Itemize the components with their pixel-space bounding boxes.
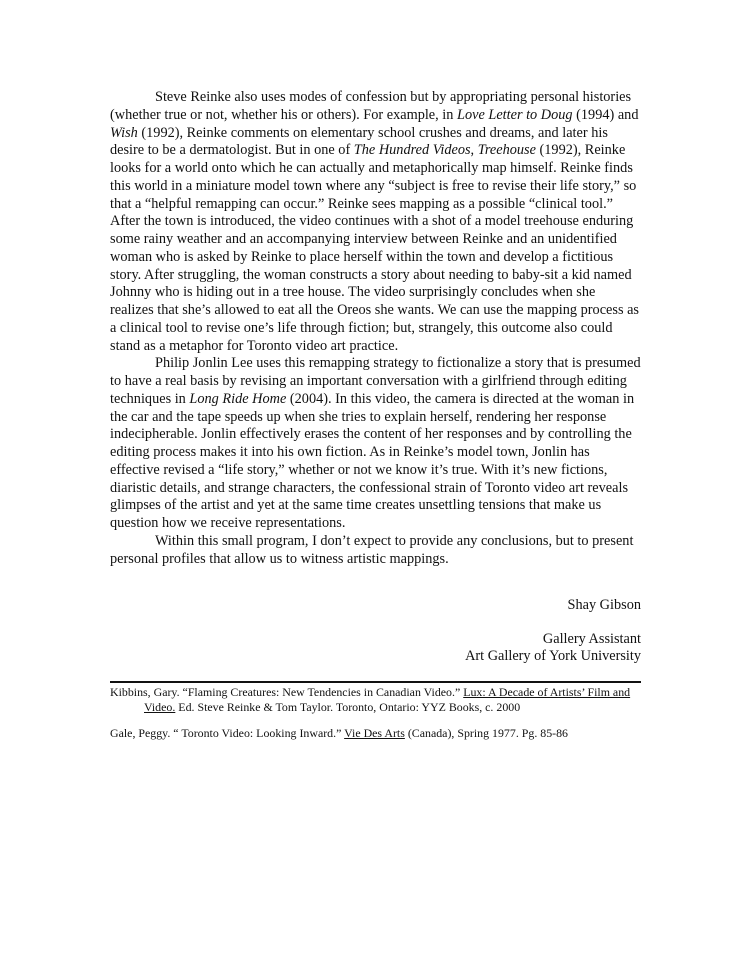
text-run: (1992), Reinke looks for a world onto which he can actually and metaphorically map himself. Reinke finds this world in a miniature model town where any “subject is free to revise their life story,” so that a “helpful remapping can occur.” Reinke sees mapping as a possible “clinical tool.” After the town is introduced, the video continues with a shot of a model treehouse enduring some rainy weather and an accompanying interview between Reinke and an unidentified woman who is asked by Reinke to place herself within the town and develop a fictitious story. After struggling, the woman constructs a story about needing to baby-sit a kid named Johnny who is hiding out in a tree house. The video surprisingly concludes when she realizes that she’s allowed to eat all the Oreos she wants. We can use the mapping process as a clinical tool to revise one’s life through fiction; but, strangely, this outcome also could stand as a metaphor for Toronto video art practice. (110, 142, 639, 354)
reference-item (110, 726, 641, 741)
reference-item (110, 685, 641, 714)
text-run: Steve Reinke also uses modes of confession but by appropriating personal histories (whether true or not, whether his or others). For example, in (110, 89, 632, 123)
author-organization: Art Gallery of York University (465, 648, 641, 664)
video-title: Treehouse (477, 142, 536, 159)
video-title: Long Ride Home (189, 390, 287, 407)
reference-title: Lux: A Decade of Artists’ Film and Video. (144, 685, 631, 714)
essay-body (110, 89, 642, 568)
reference-text: Kibbins, Gary. “Flaming Creatures: New Tendencies in Canadian Video.” (110, 685, 464, 699)
text-run: (1992), Reinke comments on elementary school crushes and dreams, and later his desire to be a dermatologist. But in one of (110, 124, 608, 159)
references-divider (110, 681, 641, 683)
paragraph-reinke (110, 89, 642, 355)
reference-title: Vie Des Arts (344, 726, 405, 740)
author-name: Shay Gibson (567, 597, 641, 613)
paragraph-conclusion: Within this small program, I don’t expect to provide any conclusions, but to present personal profiles that allow us to witness artistic mappings. (110, 532, 634, 567)
reference-text: (Canada), Spring 1977. Pg. 85-86 (404, 726, 569, 740)
text-run: (1994) and (572, 106, 639, 123)
text-run: (2004). In this video, the camera is directed at the woman in the car and the tape speeds up when she tries to explain herself, rendering her response indecipherable. Jonlin effectively erases the content of her responses and by controlling the editing process makes it into his own fiction. As in Reinke’s model town, Jonlin has effective revised a “life story,” whether or not we know it’s true. With it’s new fictions, diaristic details, and strange characters, the confessional strain of Toronto video art reveals glimpses of the artist and yet at the same time creates unsettling tensions that make us question how we receive representations. (110, 390, 635, 531)
video-title: Love Letter to Doug (457, 106, 573, 123)
video-title: Wish (110, 124, 138, 141)
text-run: , (470, 142, 478, 159)
references-list (110, 685, 641, 741)
text-run: Philip Jonlin Lee uses this remapping strategy to fictionalize a story that is presumed to have a real basis by revising an important conversation with a girlfriend through editing techniques in (110, 355, 641, 407)
author-title: Gallery Assistant (542, 631, 641, 647)
paragraph-jonlin (110, 355, 642, 533)
reference-text: Gale, Peggy. “ Toronto Video: Looking Inward.” (110, 726, 345, 740)
reference-text: Ed. Steve Reinke & Tom Taylor. Toronto, Ontario: YYZ Books, c. 2000 (175, 699, 521, 714)
video-title: The Hundred Videos (353, 142, 471, 159)
